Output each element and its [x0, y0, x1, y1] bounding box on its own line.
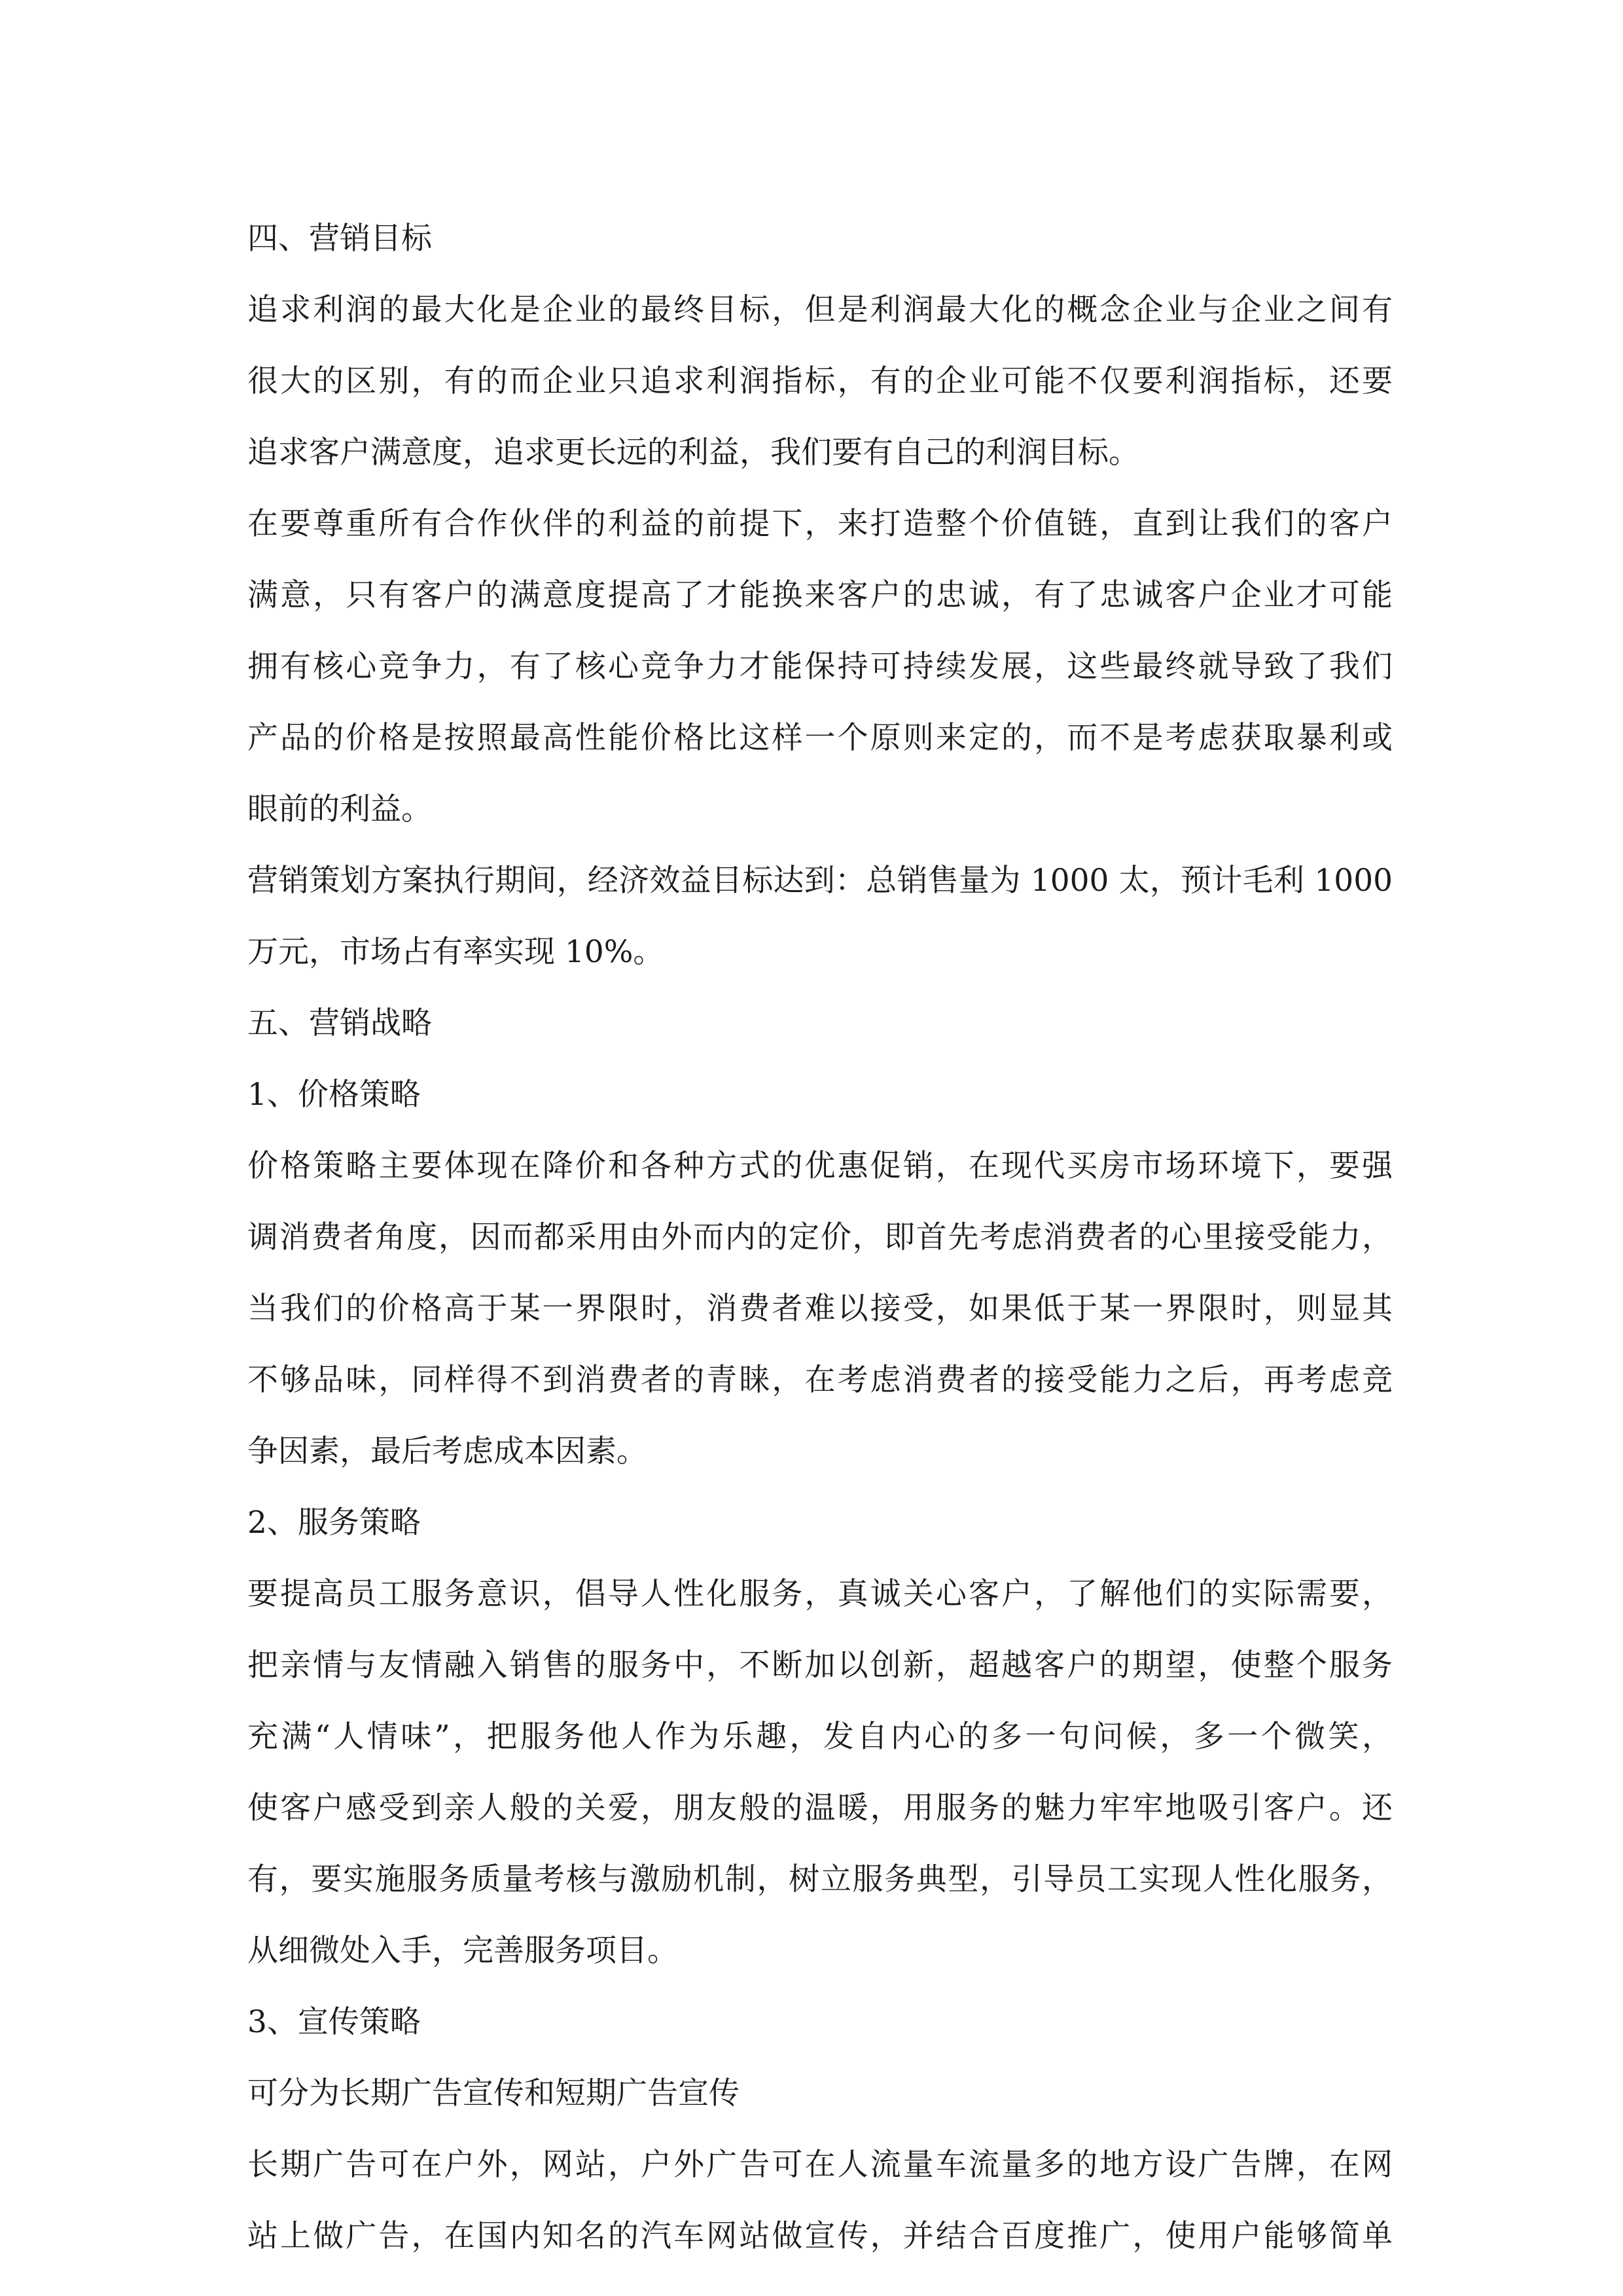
- paragraph-line: 眼前的利益。: [247, 791, 432, 827]
- paragraph-line: 站上做广告，在国内知名的汽车网站做宣传，并结合百度推广，使用户能够简单: [247, 2218, 1393, 2254]
- paragraph-line: 有，要实施服务质量考核与激励机制，树立服务典型，引导员工实现人性化服务，: [247, 1861, 1393, 1897]
- paragraph-line: 在要尊重所有合作伙伴的利益的前提下，来打造整个价值链，直到让我们的客户: [247, 506, 1393, 542]
- paragraph-line: 充满“人情味”，把服务他人作为乐趣，发自内心的多一句问候，多一个微笑，: [247, 1719, 1393, 1755]
- section-heading: 3、宣传策略: [247, 2004, 421, 2040]
- paragraph-line: 调消费者角度，因而都采用由外而内的定价，即首先考虑消费者的心里接受能力，: [247, 1219, 1393, 1255]
- section-heading: 2、服务策略: [247, 1505, 421, 1541]
- paragraph-line: 争因素，最后考虑成本因素。: [247, 1433, 647, 1469]
- paragraph-line: 把亲情与友情融入销售的服务中，不断加以创新，超越客户的期望，使整个服务: [247, 1647, 1393, 1683]
- paragraph-line: 追求利润的最大化是企业的最终目标，但是利润最大化的概念企业与企业之间有: [247, 292, 1393, 328]
- paragraph-line: 要提高员工服务意识，倡导人性化服务，真诚关心客户，了解他们的实际需要，: [247, 1576, 1393, 1612]
- paragraph-line: 使客户感受到亲人般的关爱，朋友般的温暖，用服务的魅力牢牢地吸引客户。还: [247, 1790, 1393, 1826]
- paragraph-line: 当我们的价格高于某一界限时，消费者难以接受，如果低于某一界限时，则显其: [247, 1291, 1393, 1327]
- paragraph-line: 价格策略主要体现在降价和各种方式的优惠促销，在现代买房市场环境下，要强: [247, 1148, 1393, 1184]
- paragraph-line: 很大的区别，有的而企业只追求利润指标，有的企业可能不仅要利润指标，还要: [247, 363, 1393, 399]
- paragraph-line: 营销策划方案执行期间，经济效益目标达到：总销售量为 1000 太，预计毛利 1000: [247, 863, 1393, 899]
- paragraph-line: 产品的价格是按照最高性能价格比这样一个原则来定的，而不是考虑获取暴利或: [247, 720, 1393, 756]
- document-body: [247, 203, 1393, 2272]
- paragraph-line: 不够品味，同样得不到消费者的青睐，在考虑消费者的接受能力之后，再考虑竞: [247, 1362, 1393, 1398]
- paragraph-line: 拥有核心竞争力，有了核心竞争力才能保持可持续发展，这些最终就导致了我们: [247, 649, 1393, 685]
- section-heading: 四、营销目标: [247, 221, 432, 257]
- paragraph-line: 满意，只有客户的满意度提高了才能换来客户的忠诚，有了忠诚客户企业才可能: [247, 577, 1393, 613]
- paragraph-line: 万元，市场占有率实现 10%。: [247, 934, 664, 970]
- section-heading: 1、价格策略: [247, 1077, 421, 1113]
- paragraph-line: 可分为长期广告宣传和短期广告宣传: [247, 2075, 740, 2111]
- section-heading: 五、营销战略: [247, 1005, 432, 1041]
- paragraph-line: 追求客户满意度，追求更长远的利益，我们要有自己的利润目标。: [247, 435, 1139, 471]
- paragraph-line: 从细微处入手，完善服务项目。: [247, 1933, 678, 1969]
- paragraph-line: 长期广告可在户外，网站，户外广告可在人流量车流量多的地方设广告牌，在网: [247, 2147, 1393, 2183]
